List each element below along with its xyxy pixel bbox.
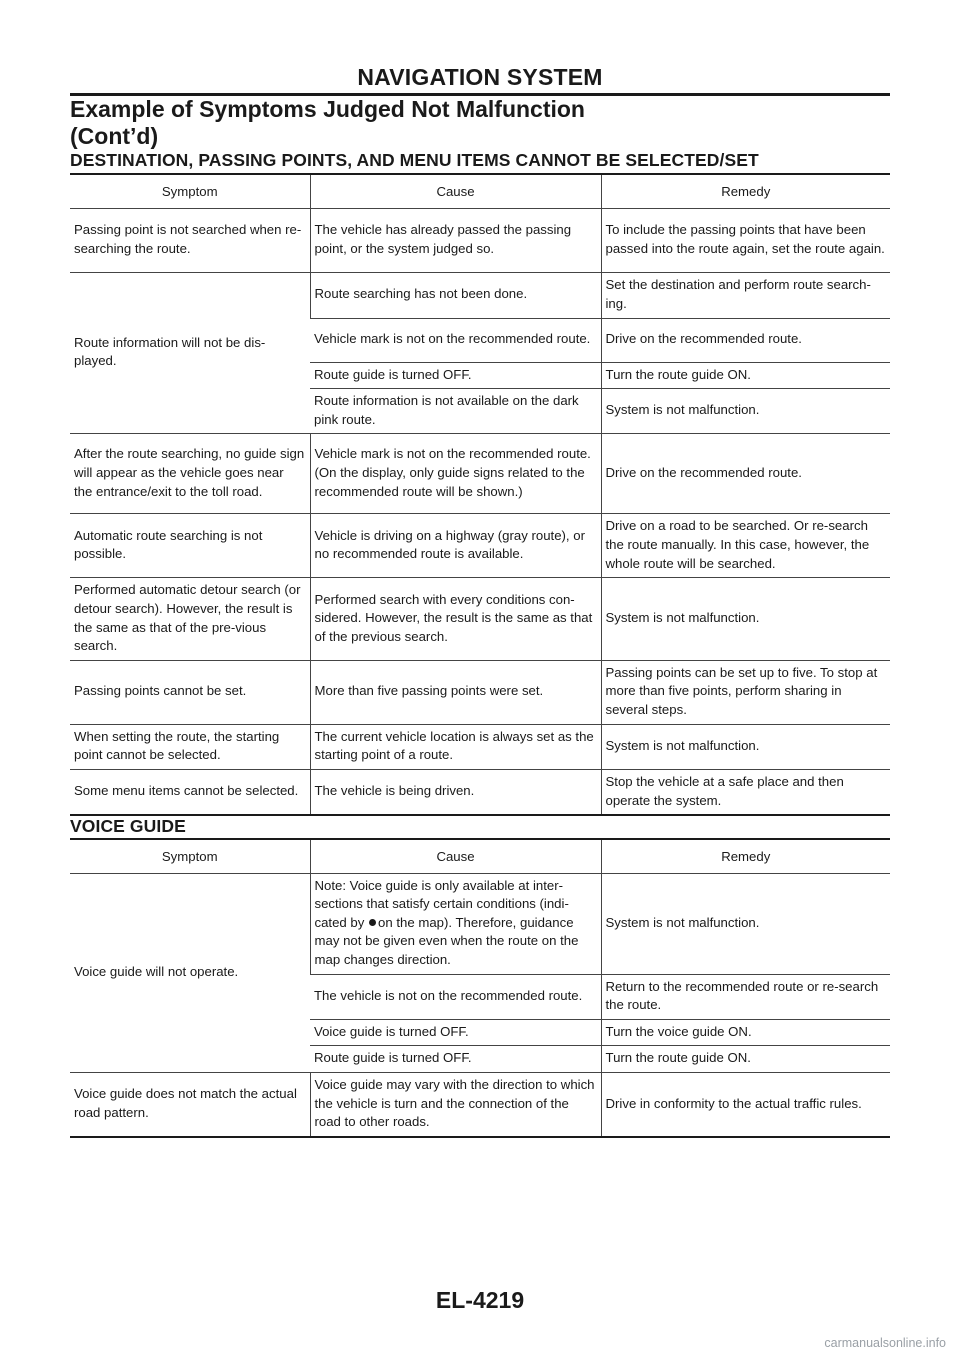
cause-cell: Voice guide may vary with the direction to which the vehicle is turn and the connection of the road to other roads. <box>310 1072 601 1136</box>
table-row <box>70 208 890 272</box>
cause-cell: Vehicle mark is not on the recommended route. (On the display, only guide signs related to the recommended route will be shown.) <box>310 434 601 514</box>
page-number: EL-4219 <box>435 1287 525 1313</box>
remedy-cell: Drive on the recommended route. <box>601 318 890 362</box>
table-destination <box>70 175 890 816</box>
cause-cell: The current vehicle location is always set as the starting point of a route. <box>310 724 601 769</box>
table-row <box>70 769 890 815</box>
remedy-cell: Stop the vehicle at a safe place and then operate the system. <box>601 769 890 815</box>
cause-text-before: Note: Voice guide is only available at inter-sections that satisfy certain conditions (indi-cated by <box>314 877 569 930</box>
table-row <box>70 1072 890 1136</box>
remedy-cell: Passing points can be set up to five. To stop at more than five points, perform sharing in several steps. <box>601 660 890 724</box>
table-header-row <box>70 175 890 208</box>
remedy-cell: Drive on a road to be searched. Or re-search the route manually. In this case, however, the whole route will be searched. <box>601 514 890 578</box>
col-header-symptom: Symptom <box>70 175 310 208</box>
cause-cell <box>310 873 601 974</box>
remedy-cell: System is not malfunction. <box>601 724 890 769</box>
remedy-cell: Drive in conformity to the actual traffic rules. <box>601 1072 890 1136</box>
symptom-cell: Voice guide will not operate. <box>70 873 310 1072</box>
remedy-cell: Turn the route guide ON. <box>601 362 890 389</box>
col-header-cause: Cause <box>310 840 601 873</box>
cause-cell: Voice guide is turned OFF. <box>310 1019 601 1046</box>
cause-cell: Performed search with every conditions con-sidered. However, the result is the same as that of the previous search. <box>310 578 601 660</box>
col-header-symptom: Symptom <box>70 840 310 873</box>
cause-cell: Vehicle mark is not on the recommended route. <box>310 318 601 362</box>
col-header-remedy: Remedy <box>601 175 890 208</box>
page-title-line2: (Cont’d) <box>70 123 159 149</box>
cause-cell: The vehicle is being driven. <box>310 769 601 815</box>
cause-cell: The vehicle has already passed the passing point, or the system judged so. <box>310 208 601 272</box>
symptom-cell: Route information will not be dis-played. <box>70 272 310 434</box>
table-row <box>70 578 890 660</box>
table-row <box>70 724 890 769</box>
remedy-cell: Turn the voice guide ON. <box>601 1019 890 1046</box>
symptom-cell: After the route searching, no guide sign will appear as the vehicle goes near the entrance/exit to the toll road. <box>70 434 310 514</box>
cause-cell: Route guide is turned OFF. <box>310 362 601 389</box>
remedy-cell: System is not malfunction. <box>601 873 890 974</box>
cause-cell: The vehicle is not on the recommended route. <box>310 974 601 1019</box>
symptom-cell: Performed automatic detour search (or detour search). However, the result is the same as that of the pre-vious search. <box>70 578 310 660</box>
cause-cell: Vehicle is driving on a highway (gray route), or no recommended route is available. <box>310 514 601 578</box>
table-row <box>70 873 890 974</box>
table-row <box>70 514 890 578</box>
cause-cell: Route information is not available on the dark pink route. <box>310 389 601 434</box>
remedy-cell: System is not malfunction. <box>601 389 890 434</box>
symptom-cell: Passing point is not searched when re-searching the route. <box>70 208 310 272</box>
col-header-cause: Cause <box>310 175 601 208</box>
table-row <box>70 434 890 514</box>
cause-cell: Route searching has not been done. <box>310 272 601 318</box>
remedy-cell: Drive on the recommended route. <box>601 434 890 514</box>
cause-cell: More than five passing points were set. <box>310 660 601 724</box>
page-title-line1: Example of Symptoms Judged Not Malfunction <box>70 96 585 122</box>
remedy-cell: Turn the route guide ON. <box>601 1046 890 1073</box>
page-title <box>70 96 585 150</box>
table-row <box>70 272 890 318</box>
table-voice-guide <box>70 840 890 1138</box>
symptom-cell: Voice guide does not match the actual road pattern. <box>70 1072 310 1136</box>
section-heading-destination: DESTINATION, PASSING POINTS, AND MENU ITEMS CANNOT BE SELECTED/SET <box>70 150 759 170</box>
cause-cell: Route guide is turned OFF. <box>310 1046 601 1073</box>
col-header-remedy: Remedy <box>601 840 890 873</box>
symptom-cell: Passing points cannot be set. <box>70 660 310 724</box>
remedy-cell: Return to the recommended route or re-search the route. <box>601 974 890 1019</box>
table-header-row <box>70 840 890 873</box>
remedy-cell: Set the destination and perform route search-ing. <box>601 272 890 318</box>
system-title: NAVIGATION SYSTEM <box>357 64 603 90</box>
remedy-cell: To include the passing points that have been passed into the route again, set the route again. <box>601 208 890 272</box>
symptom-cell: Automatic route searching is not possible. <box>70 514 310 578</box>
remedy-cell: System is not malfunction. <box>601 578 890 660</box>
cause-text-after: on the map). Therefore, guidance may not be given even when the route on the map changes direction. <box>314 914 579 967</box>
watermark: carmanualsonline.info <box>824 1336 946 1350</box>
section-heading-voice-guide: VOICE GUIDE <box>70 816 186 836</box>
voice-guide-dot-icon <box>369 919 376 926</box>
symptom-cell: When setting the route, the starting point cannot be selected. <box>70 724 310 769</box>
symptom-cell: Some menu items cannot be selected. <box>70 769 310 815</box>
table-row <box>70 660 890 724</box>
